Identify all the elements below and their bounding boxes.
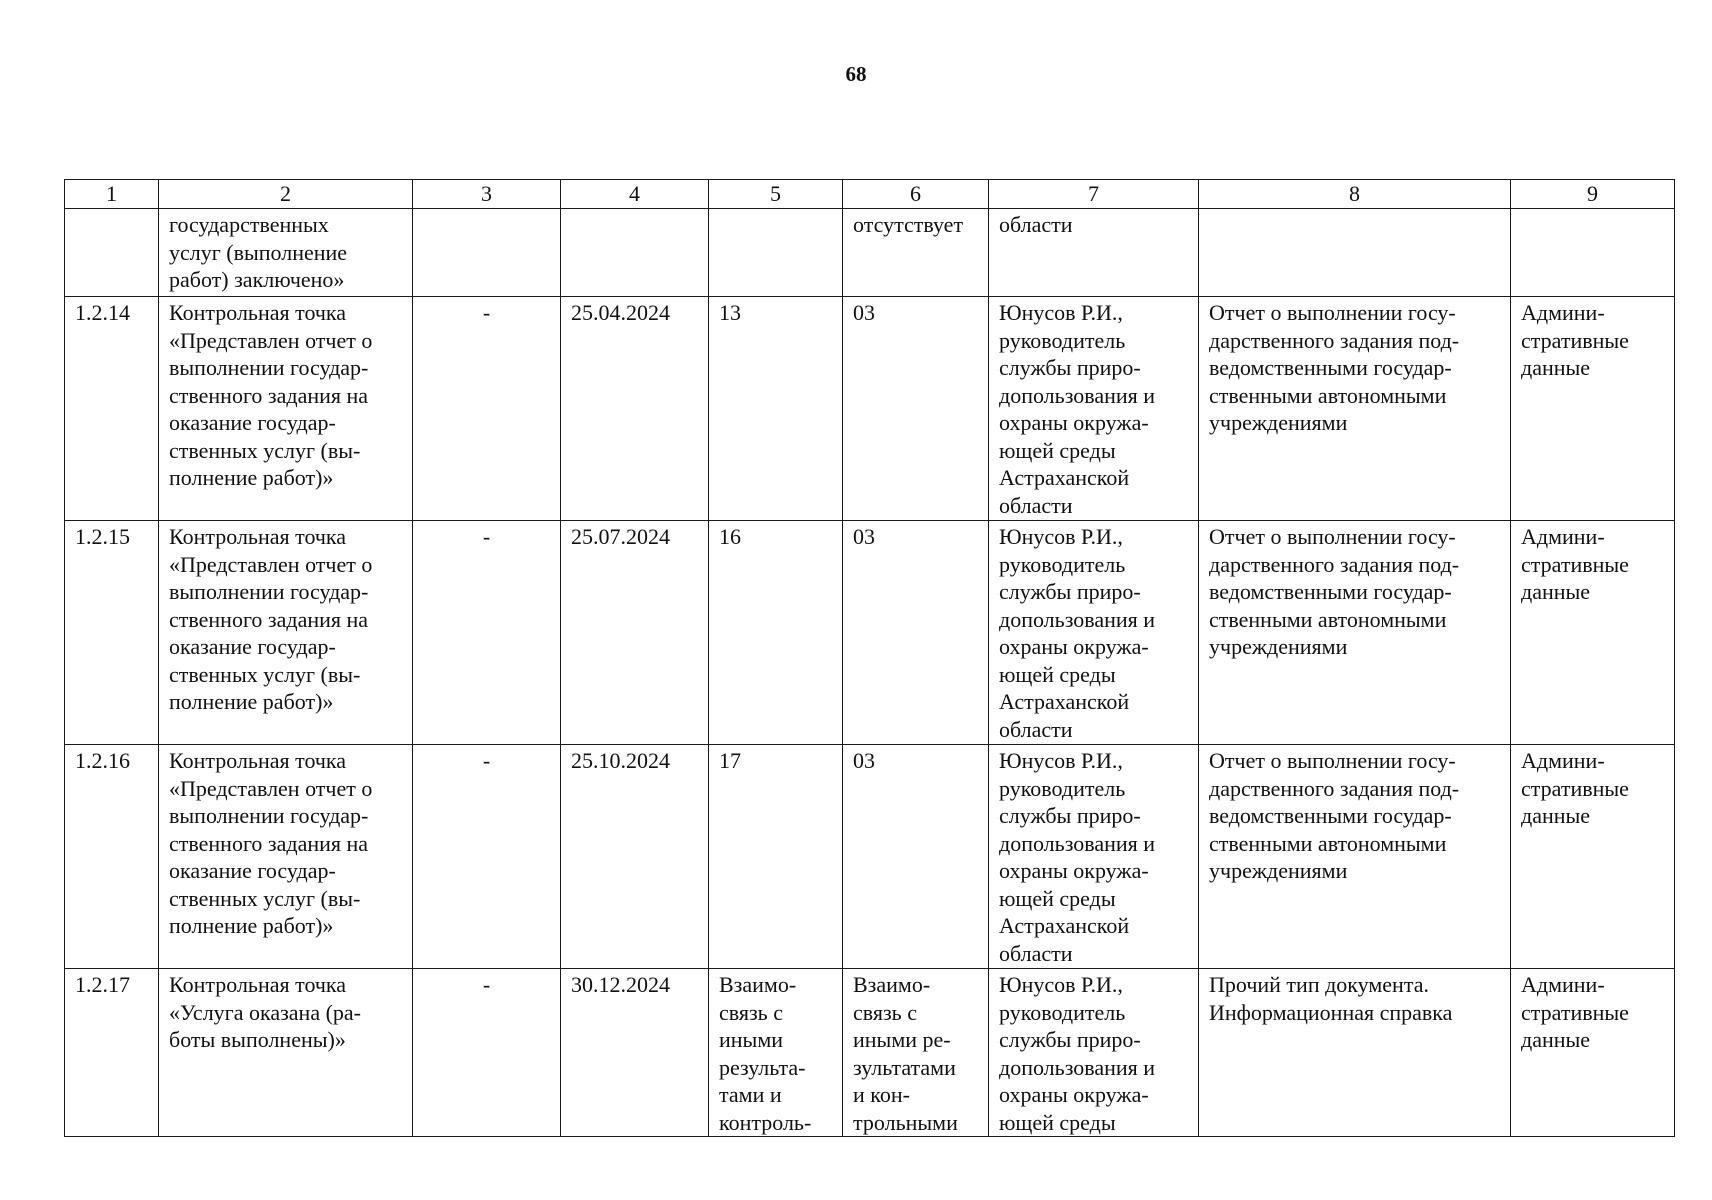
cell-col3: - <box>413 297 561 521</box>
cell-document: Прочий тип документа. Информационная справка <box>1199 969 1511 1137</box>
column-number-2: 2 <box>159 180 413 209</box>
cell-col5 <box>709 209 843 297</box>
cell-date: 25.04.2024 <box>561 297 709 521</box>
control-points-table <box>64 179 1675 1137</box>
cell-source <box>1511 209 1675 297</box>
cell-name: Контрольная точка «Представлен отчет о выполнении государ- ственного задания на оказание государ- ственных услуг (вы- полнение работ)» <box>159 745 413 969</box>
cell-number: 1.2.15 <box>65 521 159 745</box>
cell-col5: 16 <box>709 521 843 745</box>
cell-col6: 03 <box>843 297 989 521</box>
table-row-1-2-14 <box>65 297 1675 521</box>
cell-col3: - <box>413 521 561 745</box>
cell-source: Админи- стративные данные <box>1511 745 1675 969</box>
cell-number: 1.2.14 <box>65 297 159 521</box>
cell-col5: 13 <box>709 297 843 521</box>
column-number-4: 4 <box>561 180 709 209</box>
cell-col5: 17 <box>709 745 843 969</box>
cell-responsible: Юнусов Р.И., руководитель службы приро- допользования и охраны окружа- ющей среды <box>989 969 1199 1137</box>
cell-col6: отсутствует <box>843 209 989 297</box>
cell-col6: 03 <box>843 745 989 969</box>
cell-source: Админи- стративные данные <box>1511 969 1675 1137</box>
cell-number: 1.2.16 <box>65 745 159 969</box>
cell-document: Отчет о выполнении госу- дарственного задания под- ведомственными государ- ственными автономными учреждениями <box>1199 745 1511 969</box>
column-number-header-row <box>65 180 1675 209</box>
column-number-9: 9 <box>1511 180 1675 209</box>
cell-date: 25.07.2024 <box>561 521 709 745</box>
table-row-1-2-15 <box>65 521 1675 745</box>
cell-source: Админи- стративные данные <box>1511 297 1675 521</box>
cell-date: 25.10.2024 <box>561 745 709 969</box>
cell-col3: - <box>413 745 561 969</box>
column-number-1: 1 <box>65 180 159 209</box>
cell-document: Отчет о выполнении госу- дарственного задания под- ведомственными государ- ственными автономными учреждениями <box>1199 521 1511 745</box>
cell-date: 30.12.2024 <box>561 969 709 1137</box>
cell-responsible: Юнусов Р.И., руководитель службы приро- допользования и охраны окружа- ющей среды Астраханской области <box>989 521 1199 745</box>
cell-responsible: Юнусов Р.И., руководитель службы приро- допользования и охраны окружа- ющей среды Астраханской области <box>989 745 1199 969</box>
column-number-5: 5 <box>709 180 843 209</box>
table-row-continuation <box>65 209 1675 297</box>
cell-name: государственных услуг (выполнение работ) заключено» <box>159 209 413 297</box>
table-row-1-2-16 <box>65 745 1675 969</box>
cell-col6: Взаимо- связь с иными ре- зультатами и кон- трольными <box>843 969 989 1137</box>
table-row-1-2-17 <box>65 969 1675 1137</box>
cell-date <box>561 209 709 297</box>
cell-responsible: области <box>989 209 1199 297</box>
cell-number: 1.2.17 <box>65 969 159 1137</box>
column-number-6: 6 <box>843 180 989 209</box>
cell-name: Контрольная точка «Услуга оказана (ра- боты выполнены)» <box>159 969 413 1137</box>
cell-document <box>1199 209 1511 297</box>
cell-document: Отчет о выполнении госу- дарственного задания под- ведомственными государ- ственными автономными учреждениями <box>1199 297 1511 521</box>
cell-name: Контрольная точка «Представлен отчет о выполнении государ- ственного задания на оказание государ- ственных услуг (вы- полнение работ)» <box>159 521 413 745</box>
cell-col6: 03 <box>843 521 989 745</box>
cell-number <box>65 209 159 297</box>
cell-name: Контрольная точка «Представлен отчет о выполнении государ- ственного задания на оказание государ- ственных услуг (вы- полнение работ)» <box>159 297 413 521</box>
cell-col3: - <box>413 969 561 1137</box>
cell-responsible: Юнусов Р.И., руководитель службы приро- допользования и охраны окружа- ющей среды Астраханской области <box>989 297 1199 521</box>
column-number-7: 7 <box>989 180 1199 209</box>
cell-source: Админи- стративные данные <box>1511 521 1675 745</box>
column-number-8: 8 <box>1199 180 1511 209</box>
page-number: 68 <box>845 62 867 86</box>
cell-col5: Взаимо- связь с иными результа- тами и контроль- <box>709 969 843 1137</box>
column-number-3: 3 <box>413 180 561 209</box>
cell-col3 <box>413 209 561 297</box>
